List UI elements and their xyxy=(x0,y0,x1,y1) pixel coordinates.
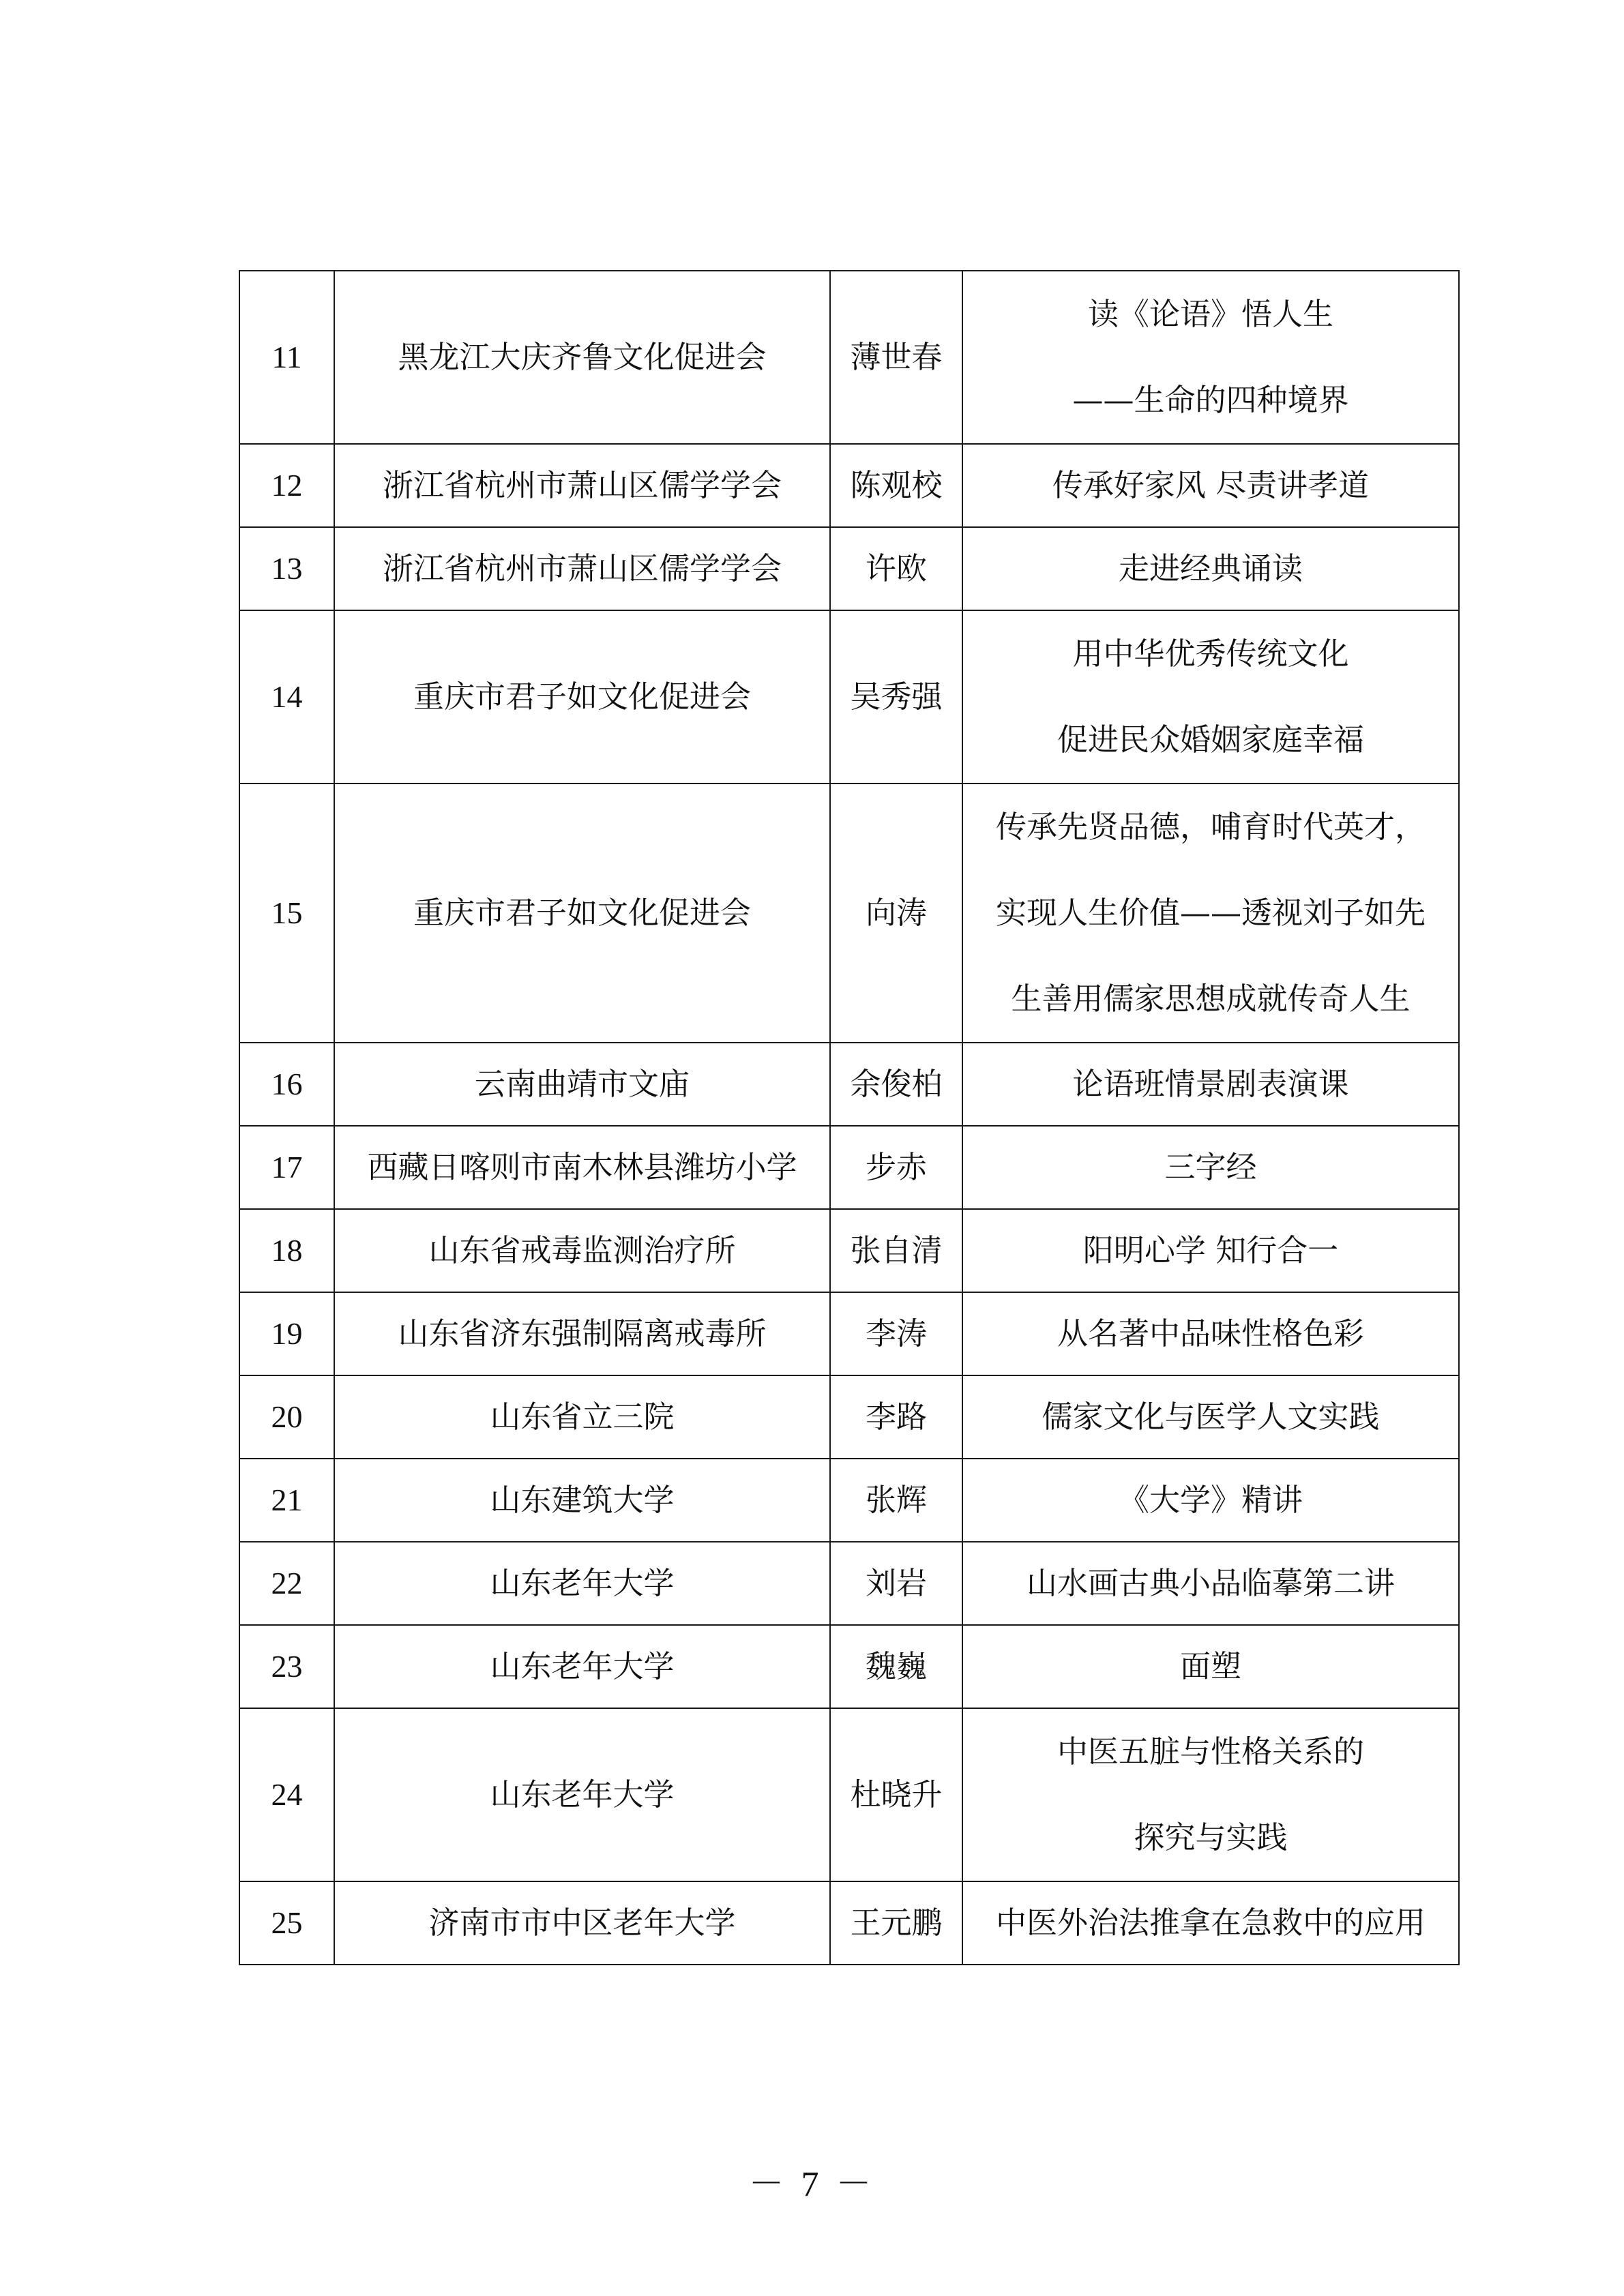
row-number: 21 xyxy=(239,1459,334,1542)
speaker-name-cell: 王元鹏 xyxy=(830,1881,962,1965)
table-row xyxy=(239,610,1459,784)
topic-line: 传承先贤品德，哺育时代英才， xyxy=(995,809,1426,845)
speaker-name-cell: 李路 xyxy=(830,1375,962,1459)
row-number: 25 xyxy=(239,1881,334,1965)
row-number: 19 xyxy=(239,1292,334,1375)
table-row xyxy=(239,1881,1459,1965)
table-row xyxy=(239,444,1459,527)
row-number: 15 xyxy=(239,784,334,1043)
organization-cell: 重庆市君子如文化促进会 xyxy=(334,610,830,784)
topic-cell xyxy=(962,610,1459,784)
organization-cell: 山东省济东强制隔离戒毒所 xyxy=(334,1292,830,1375)
topic-cell xyxy=(962,784,1459,1043)
lecture-table xyxy=(239,270,1460,1965)
topic-cell xyxy=(962,271,1459,444)
topic-line: 生善用儒家思想成就传奇人生 xyxy=(1011,981,1411,1017)
topic-cell: 《大学》精讲 xyxy=(962,1459,1459,1542)
organization-cell: 浙江省杭州市萧山区儒学学会 xyxy=(334,527,830,610)
table-row xyxy=(239,1459,1459,1542)
speaker-name-cell: 陈观校 xyxy=(830,444,962,527)
topic-cell: 论语班情景剧表演课 xyxy=(962,1043,1459,1126)
table-row xyxy=(239,1043,1459,1126)
page-number: － 7 － xyxy=(748,2165,876,2204)
topic-cell: 传承好家风 尽责讲孝道 xyxy=(962,444,1459,527)
topic-line: 探究与实践 xyxy=(1134,1819,1288,1855)
organization-cell: 浙江省杭州市萧山区儒学学会 xyxy=(334,444,830,527)
row-number: 24 xyxy=(239,1708,334,1881)
row-number: 12 xyxy=(239,444,334,527)
speaker-name-cell: 余俊柏 xyxy=(830,1043,962,1126)
table-row xyxy=(239,527,1459,610)
table-body xyxy=(239,271,1459,1965)
topic-cell: 从名著中品味性格色彩 xyxy=(962,1292,1459,1375)
row-number: 16 xyxy=(239,1043,334,1126)
row-number: 18 xyxy=(239,1209,334,1292)
topic-cell: 三字经 xyxy=(962,1126,1459,1209)
speaker-name-cell: 薄世春 xyxy=(830,271,962,444)
table-row xyxy=(239,271,1459,444)
topic-cell: 山水画古典小品临摹第二讲 xyxy=(962,1542,1459,1625)
topic-line: 读《论语》悟人生 xyxy=(1087,296,1333,332)
topic-line: 用中华优秀传统文化 xyxy=(1072,636,1349,672)
row-number: 22 xyxy=(239,1542,334,1625)
topic-line: 促进民众婚姻家庭幸福 xyxy=(1057,721,1364,758)
row-number: 13 xyxy=(239,527,334,610)
topic-cell: 儒家文化与医学人文实践 xyxy=(962,1375,1459,1459)
row-number: 17 xyxy=(239,1126,334,1209)
table-row xyxy=(239,784,1459,1043)
speaker-name-cell: 刘岩 xyxy=(830,1542,962,1625)
organization-cell: 山东老年大学 xyxy=(334,1625,830,1708)
topic-line: ——生命的四种境界 xyxy=(1072,382,1349,418)
topic-cell: 面塑 xyxy=(962,1625,1459,1708)
speaker-name-cell: 李涛 xyxy=(830,1292,962,1375)
speaker-name-cell: 张辉 xyxy=(830,1459,962,1542)
speaker-name-cell: 向涛 xyxy=(830,784,962,1043)
row-number: 20 xyxy=(239,1375,334,1459)
organization-cell: 山东省立三院 xyxy=(334,1375,830,1459)
table-row xyxy=(239,1708,1459,1881)
organization-cell: 山东建筑大学 xyxy=(334,1459,830,1542)
organization-cell: 山东老年大学 xyxy=(334,1542,830,1625)
row-number: 14 xyxy=(239,610,334,784)
speaker-name-cell: 魏巍 xyxy=(830,1625,962,1708)
speaker-name-cell: 张自清 xyxy=(830,1209,962,1292)
row-number: 11 xyxy=(239,271,334,444)
table-row xyxy=(239,1209,1459,1292)
topic-cell xyxy=(962,1708,1459,1881)
speaker-name-cell: 步赤 xyxy=(830,1126,962,1209)
table-row xyxy=(239,1625,1459,1708)
speaker-name-cell: 吴秀强 xyxy=(830,610,962,784)
topic-cell: 走进经典诵读 xyxy=(962,527,1459,610)
table-row xyxy=(239,1126,1459,1209)
topic-line: 中医五脏与性格关系的 xyxy=(1057,1733,1364,1770)
topic-line: 实现人生价值——透视刘子如先 xyxy=(995,895,1426,931)
organization-cell: 黑龙江大庆齐鲁文化促进会 xyxy=(334,271,830,444)
organization-cell: 西藏日喀则市南木林县潍坊小学 xyxy=(334,1126,830,1209)
speaker-name-cell: 杜晓升 xyxy=(830,1708,962,1881)
table-row xyxy=(239,1292,1459,1375)
organization-cell: 山东省戒毒监测治疗所 xyxy=(334,1209,830,1292)
row-number: 23 xyxy=(239,1625,334,1708)
organization-cell: 济南市市中区老年大学 xyxy=(334,1881,830,1965)
organization-cell: 云南曲靖市文庙 xyxy=(334,1043,830,1126)
topic-cell: 中医外治法推拿在急救中的应用 xyxy=(962,1881,1459,1965)
speaker-name-cell: 许欧 xyxy=(830,527,962,610)
table-row xyxy=(239,1375,1459,1459)
table-row xyxy=(239,1542,1459,1625)
organization-cell: 重庆市君子如文化促进会 xyxy=(334,784,830,1043)
organization-cell: 山东老年大学 xyxy=(334,1708,830,1881)
topic-cell: 阳明心学 知行合一 xyxy=(962,1209,1459,1292)
